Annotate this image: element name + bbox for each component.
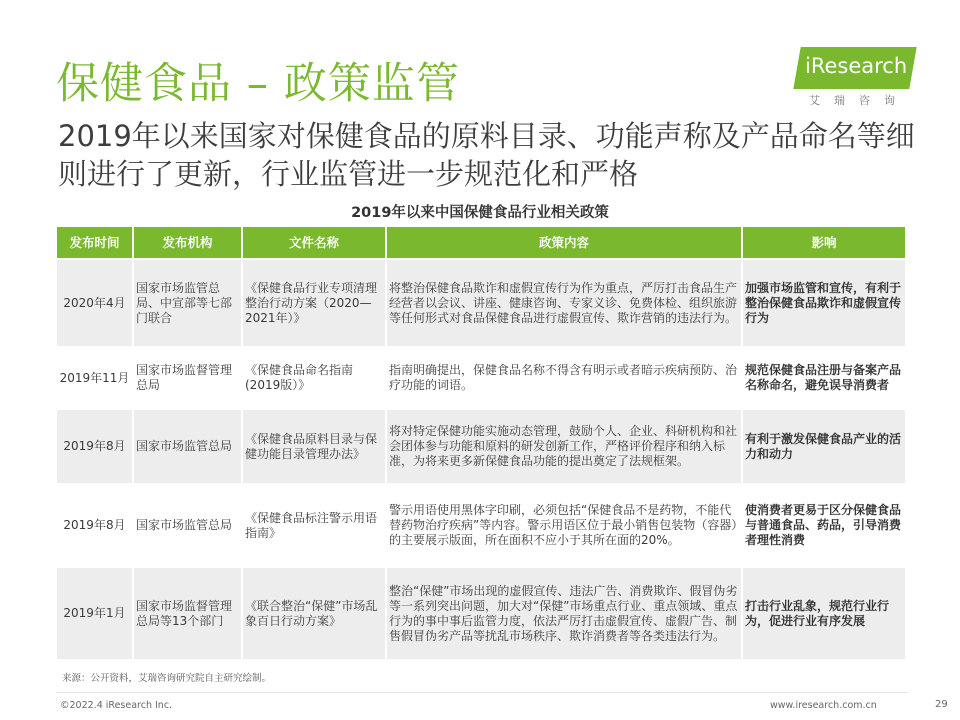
cell-document: 《联合整治“保健”市场乱象百日行动方案》 <box>243 568 387 661</box>
cell-content: 警示用语使用黑体字印刷，必须包括“保健食品不是药物，不能代替药物治疗疾病”等内容。警示用语区位于最小销售包装物（容器）的主要展示版面，所在面积不应小于其所在面的20%。 <box>387 485 743 568</box>
footer-copyright: ©2022.4 iResearch Inc. <box>60 700 173 711</box>
header-date: 发布时间 <box>57 227 134 260</box>
iresearch-logo <box>797 47 917 107</box>
cell-document: 《保健食品行业专项清理整治行动方案（2020—2021年）》 <box>243 260 387 348</box>
cell-date: 2019年8月 <box>57 410 134 485</box>
cell-date: 2020年4月 <box>57 260 134 348</box>
cell-document: 《保健食品命名指南(2019版）》 <box>243 348 387 410</box>
cell-document: 《保健食品原料目录与保健功能目录管理办法》 <box>243 410 387 485</box>
source-note: 来源：公开资料，艾瑞咨询研究院自主研究绘制。 <box>62 673 272 684</box>
cell-document: 《保健食品标注警示用语指南》 <box>243 485 387 568</box>
header-document: 文件名称 <box>243 227 387 260</box>
footer-website: www.iresearch.com.cn <box>770 700 877 711</box>
cell-impact: 有利于激发保健食品产业的活力和动力 <box>743 410 907 485</box>
cell-impact: 打击行业乱象，规范行业行为，促进行业有序发展 <box>743 568 907 661</box>
header-impact: 影响 <box>743 227 907 260</box>
footer-divider <box>56 692 908 693</box>
cell-agency: 国家市场监管总局、中宣部等七部门联合 <box>134 260 243 348</box>
cell-date: 2019年8月 <box>57 485 134 568</box>
cell-agency: 国家市场监督管理总局 <box>134 348 243 410</box>
page-number: 29 <box>935 699 948 710</box>
logo-subtext: 艾瑞咨询 <box>809 94 909 107</box>
header-content: 政策内容 <box>387 227 743 260</box>
cell-impact: 加强市场监管和宣传，有利于整治保健食品欺诈和虚假宣传行为 <box>743 260 907 348</box>
logo-text: iResearch <box>805 54 908 78</box>
cell-impact: 使消费者更易于区分保健食品与普通食品、药品，引导消费者理性消费 <box>743 485 907 568</box>
cell-content: 将整治保健食品欺诈和虚假宣传行为作为重点，严厉打击食品生产经营者以会议、讲座、健康咨询、专家义诊、免费体检、组织旅游等任何形式对食品保健食品进行虚假宣传、欺诈营销的违法行为。 <box>387 260 743 348</box>
header-agency: 发布机构 <box>134 227 243 260</box>
cell-content: 指南明确提出，保健食品名称不得含有明示或者暗示疾病预防、治疗功能的词语。 <box>387 348 743 410</box>
cell-impact: 规范保健食品注册与备案产品名称命名，避免误导消费者 <box>743 348 907 410</box>
page-subtitle: 2019年以来国家对保健食品的原料目录、功能声称及产品命名等细则进行了更新，行业监管进一步规范化和严格 <box>58 119 915 191</box>
policy-table <box>57 227 907 661</box>
cell-date: 2019年11月 <box>57 348 134 410</box>
cell-agency: 国家市场监管总局 <box>134 410 243 485</box>
cell-date: 2019年1月 <box>57 568 134 661</box>
cell-content: 将对特定保健功能实施动态管理，鼓励个人、企业、科研机构和社会团体参与功能和原料的研发创新工作，严格评价程序和纳入标准，为将来更多新保健食品功能的提出奠定了法规框架。 <box>387 410 743 485</box>
cell-agency: 国家市场监督管理总局等13个部门 <box>134 568 243 661</box>
cell-content: 整治“保健”市场出现的虚假宣传、违法广告、消费欺诈、假冒伪劣等一系列突出问题，加大对“保健”市场重点行业、重点领域、重点行为的事中事后监管力度，依法严厉打击虚假宣传、虚假广告、制售假冒伪劣产品等扰乱市场秩序、欺诈消费者等各类违法行为。 <box>387 568 743 661</box>
table-title: 2019年以来中国保健食品行业相关政策 <box>351 205 609 221</box>
cell-agency: 国家市场监管总局 <box>134 485 243 568</box>
page-title: 保健食品 – 政策监管 <box>56 59 460 109</box>
